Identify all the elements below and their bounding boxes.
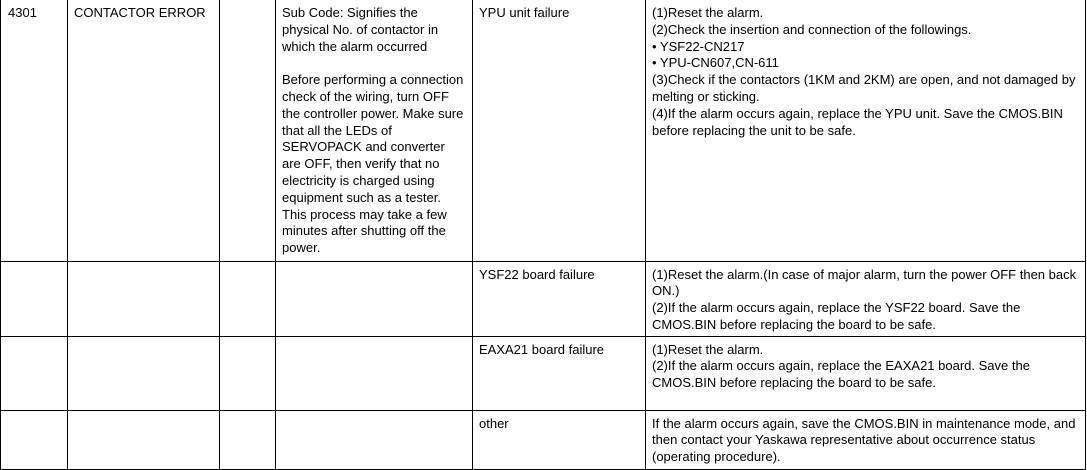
sub-code-cell bbox=[220, 336, 276, 410]
alarm-code-cell: 4301 bbox=[1, 0, 68, 261]
cause-cell: other bbox=[473, 410, 646, 469]
alarm-name-cell: CONTACTOR ERROR bbox=[68, 0, 220, 261]
alarm-name-cell bbox=[68, 261, 220, 336]
sub-code-detail-cell bbox=[276, 261, 473, 336]
sub-code-detail-cell bbox=[276, 410, 473, 469]
remedy-cell: (1)Reset the alarm. (2)If the alarm occurs again, replace the EAXA21 board. Save the CMOS.BIN before replacing the board to be safe. bbox=[646, 336, 1086, 410]
table-row bbox=[1, 261, 1086, 336]
sub-code-cell bbox=[220, 261, 276, 336]
sub-code-cell bbox=[220, 0, 276, 261]
alarm-code-cell bbox=[1, 410, 68, 469]
remedy-cell: (1)Reset the alarm. (2)Check the insertion and connection of the followings. • YSF22-CN217 • YPU-CN607,CN-611 (3)Check if the contactors (1KM and 2KM) are open, and not damaged by melting or sticking. (4)If the alarm occurs again, replace the YPU unit. Save the CMOS.BIN before replacing the unit to be safe. bbox=[646, 0, 1086, 261]
table-row bbox=[1, 336, 1086, 410]
alarm-code-cell bbox=[1, 336, 68, 410]
cause-cell: YPU unit failure bbox=[473, 0, 646, 261]
table-row bbox=[1, 0, 1086, 261]
remedy-cell: If the alarm occurs again, save the CMOS.BIN in maintenance mode, and then contact your Yaskawa representative about occurrence status (operating procedure). bbox=[646, 410, 1086, 469]
remedy-cell: (1)Reset the alarm.(In case of major alarm, turn the power OFF then back ON.) (2)If the alarm occurs again, replace the YSF22 board. Save the CMOS.BIN before replacing the board to be safe. bbox=[646, 261, 1086, 336]
table-row bbox=[1, 410, 1086, 469]
alarm-name-cell bbox=[68, 410, 220, 469]
cause-cell: YSF22 board failure bbox=[473, 261, 646, 336]
cause-cell: EAXA21 board failure bbox=[473, 336, 646, 410]
sub-code-detail-cell bbox=[276, 336, 473, 410]
sub-code-cell bbox=[220, 410, 276, 469]
sub-code-detail-cell: Sub Code: Signifies the physical No. of contactor in which the alarm occurred Before performing a connection check of the wiring, turn OFF the controller power. Make sure that all the LEDs of SERVOPACK and converter are OFF, then verify that no electricity is charged using equipment such as a tester. This process may take a few minutes after shutting off the power. bbox=[276, 0, 473, 261]
alarm-name-cell bbox=[68, 336, 220, 410]
alarm-code-cell bbox=[1, 261, 68, 336]
